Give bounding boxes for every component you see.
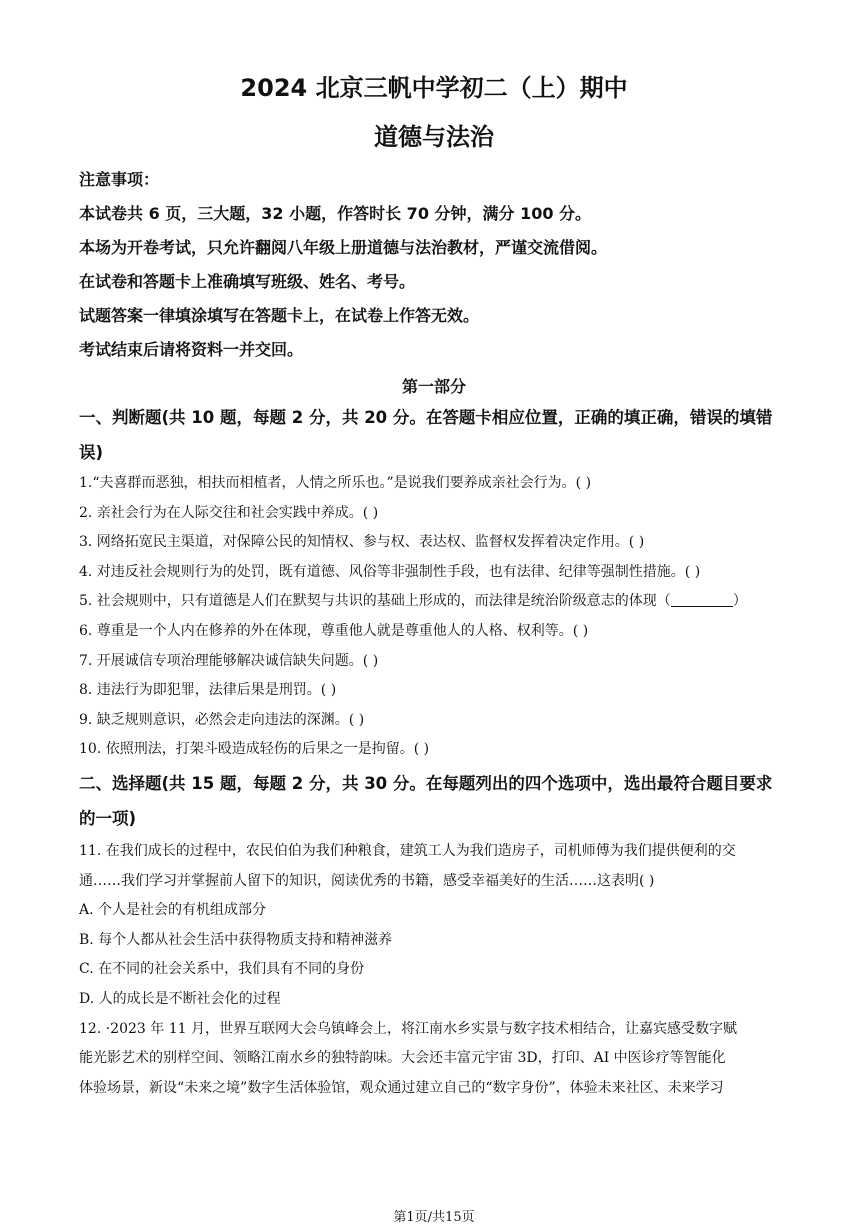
section-heading-choice [79,766,793,836]
section-heading-line: 一、判断题(共 10 题，每题 2 分，共 20 分。在答题卡相应位置，正确的填正确，错误的填错 [79,408,773,427]
notice-item: 考试结束后请将资料一并交回。 [79,340,304,359]
option-b: B. 每个人都从社会生活中获得物质支持和精神滋养 [79,931,393,948]
question-1: 1.“夫喜群而恶独，相扶而相植者，人情之所乐也。”是说我们要养成亲社会行为。( ) [79,475,592,491]
question-12-line: 体验场景，新设“未来之境”数字生活体验馆，观众通过建立自己的“数字身份”，体验未来社区、未来学习 [79,1079,724,1096]
exam-title: 2024 北京三帆中学初二（上）期中 [240,74,628,102]
notice-heading: 注意事项： [79,170,160,189]
part-heading: 第一部分 [401,377,466,396]
question-5-close: ） [732,593,747,610]
section-heading-line: 二、选择题(共 15 题，每题 2 分，共 30 分。在每题列出的四个选项中，选出最符合题目要求 [79,774,773,793]
notice-item: 在试卷和答题卡上准确填写班级、姓名、考号。 [79,272,416,291]
section-heading-line: 误) [79,443,104,462]
subject-title: 道德与法治 [374,123,494,151]
question-9: 9. 缺乏规则意识，必然会走向违法的深渊。( ) [79,711,365,728]
question-6: 6. 尊重是一个人内在修养的外在体现，尊重他人就是尊重他人的人格、权利等。( ) [79,622,589,639]
section-heading-judgment [79,400,793,470]
question-5-text: 5. 社会规则中，只有道德是人们在默契与共识的基础上形成的，而法律是统治阶级意志的体现（ [79,593,671,610]
question-11-line: 11. 在我们成长的过程中，农民伯伯为我们种粮食，建筑工人为我们造房子，司机师傅为我们提供便利的交 [79,843,736,859]
answer-blank [671,592,733,607]
question-5 [79,587,799,617]
question-8: 8. 违法行为即犯罪，法律后果是刑罚。( ) [79,682,337,699]
option-a: A. 个人是社会的有机组成部分 [79,902,267,919]
notice-item: 试题答案一律填涂填写在答题卡上，在试卷上作答无效。 [79,306,480,325]
notice-item: 本场为开卷考试，只允许翻阅八年级上册道德与法治教材，严谨交流借阅。 [79,238,608,257]
question-2: 2. 亲社会行为在人际交往和社会实践中养成。( ) [79,504,379,521]
notice-item: 本试卷共 6 页，三大题，32 小题，作答时长 70 分钟，满分 100 分。 [79,204,592,223]
question-4: 4. 对违反社会规则行为的处罚，既有道德、风俗等非强制性手段，也有法律、纪律等强制性措施。( ) [79,563,701,580]
question-7: 7. 开展诚信专项治理能够解决诚信缺失问题。( ) [79,652,379,669]
question-10: 10. 依照刑法，打架斗殴造成轻伤的后果之一是拘留。( ) [79,741,430,758]
judgment-questions [79,469,799,765]
option-c: C. 在不同的社会关系中，我们具有不同的身份 [79,961,365,978]
page-number: 第1页/共15页 [393,1210,475,1225]
question-11-line: 通……我们学习并掌握前人留下的知识，阅读优秀的书籍，感受幸福美好的生活……这表明( ) [79,872,655,889]
question-12-line: 12. ·2023 年 11 月，世界互联网大会乌镇峰会上，将江南水乡实景与数字技术相结合，让嘉宾感受数字赋 [79,1020,737,1037]
question-12-line: 能光影艺术的别样空间、领略江南水乡的独特韵味。大会还丰富元宇宙 3D，打印、AI 中医诊疗等智能化 [79,1050,726,1067]
question-3: 3. 网络拓宽民主渠道，对保障公民的知情权、参与权、表达权、监督权发挥着决定作用。( ) [79,534,645,551]
section-heading-line: 的一项) [79,809,137,828]
option-d: D. 人的成长是不断社会化的过程 [79,990,281,1007]
notice-block [79,163,809,367]
choice-questions [79,837,799,1103]
